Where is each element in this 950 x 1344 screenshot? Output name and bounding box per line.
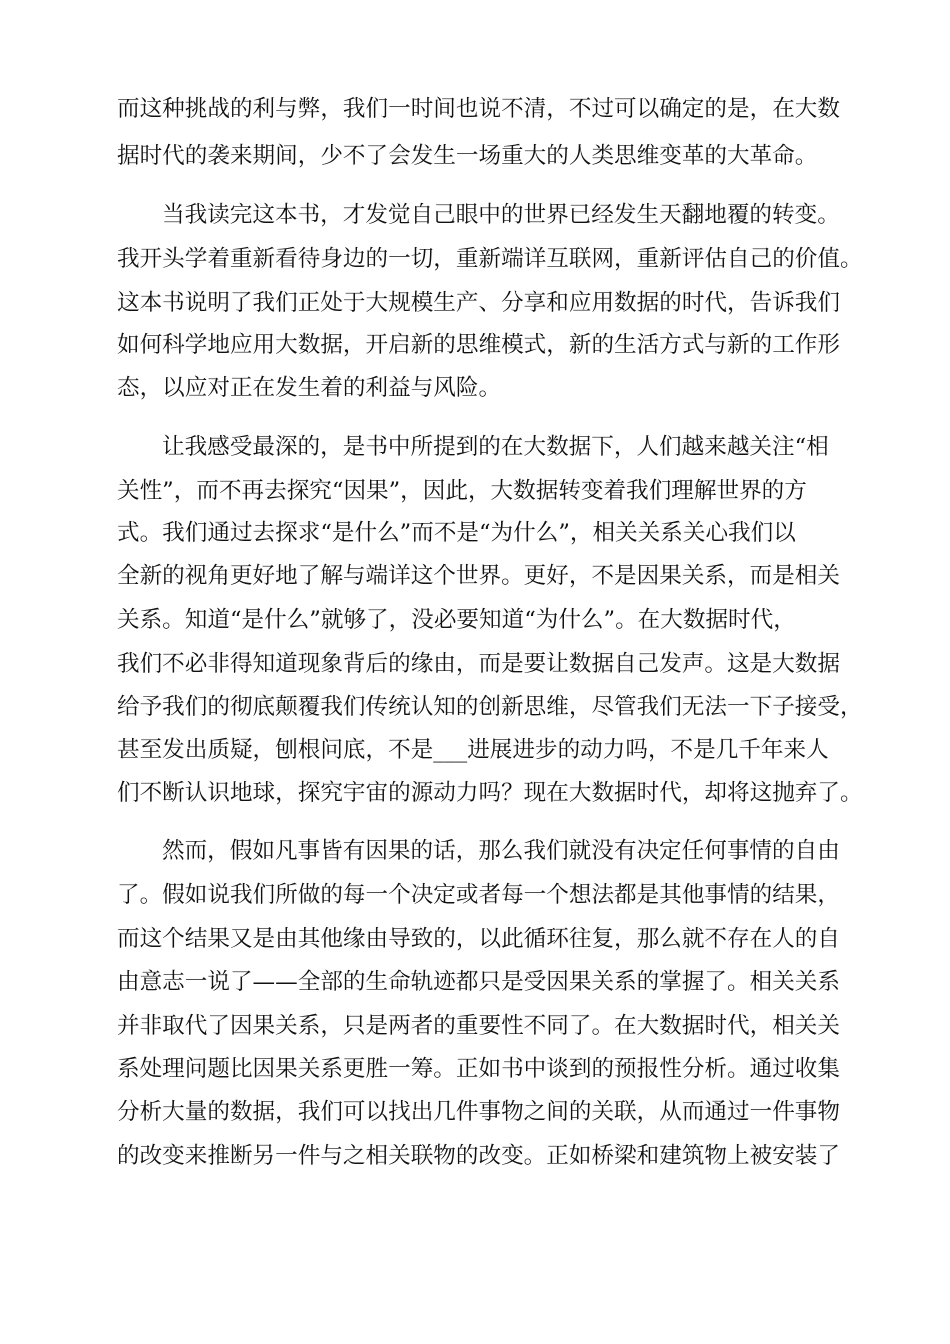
text-line: 而这种挑战的利与弊，我们一时间也说不清，不过可以确定的是，在大数 [117,96,840,122]
text-line: 由意志一说了——全部的生命轨迹都只是受因果关系的掌握了。相关关系 [117,969,840,995]
text-line: 给予我们的彻底颠覆我们传统认知的创新思维，尽管我们无法一下子接受， [117,694,863,720]
text-line: 们不断认识地球，探究宇宙的源动力吗？现在大数据时代，却将这抛弃了。 [117,780,863,806]
text-line: 甚至发出质疑，刨根问底，不是___进展进步的动力吗，不是几千年来人 [117,737,829,763]
text-line: 当我读完这本书，才发觉自己眼中的世界已经发生天翻地覆的转变。 [162,202,840,228]
text-line: 了。假如说我们所做的每一个决定或者每一个想法都是其他事情的结果， [117,882,840,908]
text-line: 我开头学着重新看待身边的一切，重新端详互联网，重新评估自己的价值。 [117,246,863,272]
text-line: 全新的视角更好地了解与端详这个世界。更好，不是因果关系，而是相关 [117,563,840,589]
text-line: 系处理问题比因果关系更胜一筹。正如书中谈到的预报性分析。通过收集 [117,1056,840,1082]
text-line: 并非取代了因果关系，只是两者的重要性不同了。在大数据时代，相关关 [117,1013,840,1039]
text-line: 让我感受最深的，是书中所提到的在大数据下，人们越来越关注“相 [162,434,829,460]
text-line: 的改变来推断另一件与之相关联物的改变。正如桥梁和建筑物上被安装了 [117,1143,840,1169]
text-line: 分析大量的数据，我们可以找出几件事物之间的关联，从而通过一件事物 [117,1099,840,1125]
text-line: 关性”，而不再去探究“因果”，因此，大数据转变着我们理解世界的方 [117,478,807,504]
text-line: 这本书说明了我们正处于大规模生产、分享和应用数据的时代，告诉我们 [117,290,840,316]
text-line: 而这个结果又是由其他缘由导致的，以此循环往复，那么就不存在人的自 [117,926,840,952]
text-line: 态，以应对正在发生着的利益与风险。 [117,375,502,401]
text-line: 式。我们通过去探求“是什么”而不是“为什么”，相关关系关心我们以 [117,520,796,546]
text-line: 据时代的袭来期间，少不了会发生一场重大的人类思维变革的大革命。 [117,143,818,169]
text-line: 然而，假如凡事皆有因果的话，那么我们就没有决定任何事情的自由 [162,838,840,864]
text-line: 关系。知道“是什么”就够了，没必要知道“为什么”。在大数据时代， [117,607,796,633]
text-line: 我们不必非得知道现象背后的缘由，而是要让数据自己发声。这是大数据 [117,651,840,677]
text-line: 如何科学地应用大数据，开启新的思维模式，新的生活方式与新的工作形 [117,332,840,358]
